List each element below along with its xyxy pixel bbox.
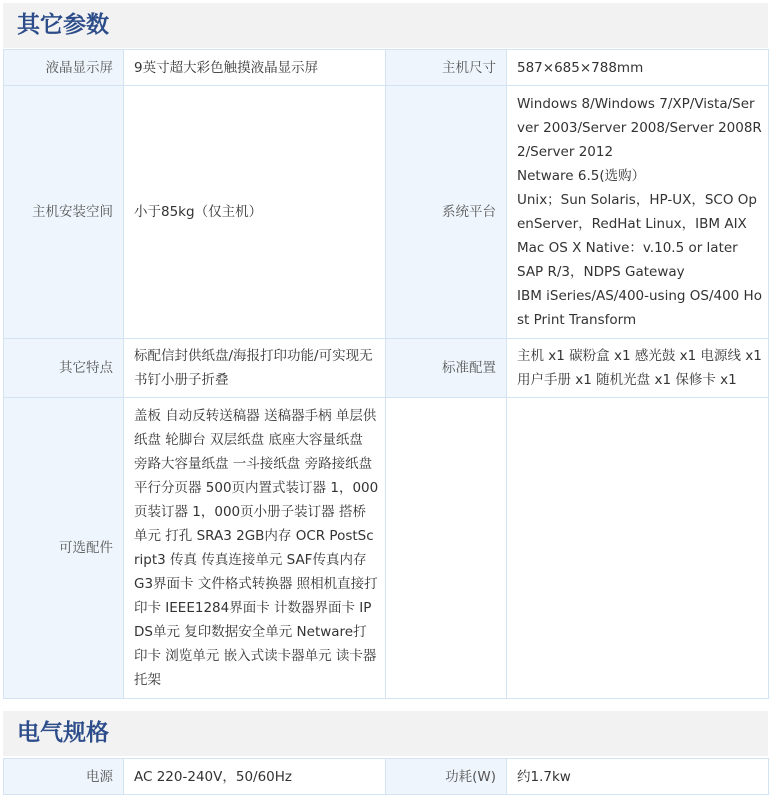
spec-label: 主机安装空间 bbox=[4, 86, 124, 339]
table-row bbox=[4, 398, 769, 699]
section-title: 其它参数 bbox=[17, 12, 109, 38]
spec-label-empty bbox=[386, 398, 507, 699]
spec-label: 液晶显示屏 bbox=[4, 50, 124, 86]
spec-label: 可选配件 bbox=[4, 398, 124, 699]
section-header-electrical bbox=[3, 711, 768, 756]
section-header-other-params bbox=[3, 3, 768, 48]
spec-value: 9英寸超大彩色触摸液晶显示屏 bbox=[124, 50, 386, 86]
spec-label: 系统平台 bbox=[386, 86, 507, 339]
spec-value: 约1.7kw bbox=[507, 759, 769, 795]
spec-label: 主机尺寸 bbox=[386, 50, 507, 86]
platform-line: SAP R/3，NDPS Gateway bbox=[517, 264, 685, 280]
platform-line: IBM iSeries/AS/400-using OS/400 Host Print Transform bbox=[517, 288, 762, 328]
spec-value: 587×685×788mm bbox=[507, 50, 769, 86]
platform-line: Netware 6.5(选购） bbox=[517, 168, 646, 184]
spec-label: 电源 bbox=[4, 759, 124, 795]
spec-value-empty bbox=[507, 398, 769, 699]
spec-value-optional-accessories: 盖板 自动反转送稿器 送稿器手柄 单层供纸盘 轮脚台 双层纸盘 底座大容量纸盘 旁路大容量纸盘 一斗接纸盘 旁路接纸盘 平行分页器 500页内置式装订器 1，000页装订器 1，000页小册子装订器 搭桥单元 打孔 SRA3 2GB内存 OCR PostScript3 传真 传真连接单元 SAF传真内存 G3界面卡 文件格式转换器 照相机直接打印卡 IEEE1284界面卡 计数器界面卡 IPDS单元 复印数据安全单元 Netware打印卡 浏览单元 嵌入式读卡器单元 读卡器托架 bbox=[124, 398, 386, 699]
spec-table-electrical bbox=[3, 758, 769, 795]
table-row bbox=[4, 50, 769, 86]
section-title: 电气规格 bbox=[17, 720, 109, 746]
spec-value: 小于85kg（仅主机） bbox=[124, 86, 386, 339]
spec-label: 功耗(W) bbox=[386, 759, 507, 795]
spec-value: AC 220-240V，50/60Hz bbox=[124, 759, 386, 795]
platform-line: Mac OS X Native：v.10.5 or later bbox=[517, 240, 738, 256]
table-row bbox=[4, 339, 769, 398]
table-row bbox=[4, 86, 769, 339]
platform-line: Unix；Sun Solaris，HP-UX，SCO OpenServer，RedHat Linux，IBM AIX bbox=[517, 192, 757, 232]
table-row bbox=[4, 759, 769, 795]
spec-label: 其它特点 bbox=[4, 339, 124, 398]
spec-value: 主机 x1 碳粉盒 x1 感光鼓 x1 电源线 x1 用户手册 x1 随机光盘 x1 保修卡 x1 bbox=[507, 339, 769, 398]
spec-table-other-params bbox=[3, 49, 769, 699]
spec-value: 标配信封供纸盘/海报打印功能/可实现无书钉小册子折叠 bbox=[124, 339, 386, 398]
spec-value-system-platform bbox=[507, 86, 769, 339]
platform-line: Windows 8/Windows 7/XP/Vista/Server 2003/Server 2008/Server 2008R2/Server 2012 bbox=[517, 96, 762, 160]
spec-label: 标准配置 bbox=[386, 339, 507, 398]
